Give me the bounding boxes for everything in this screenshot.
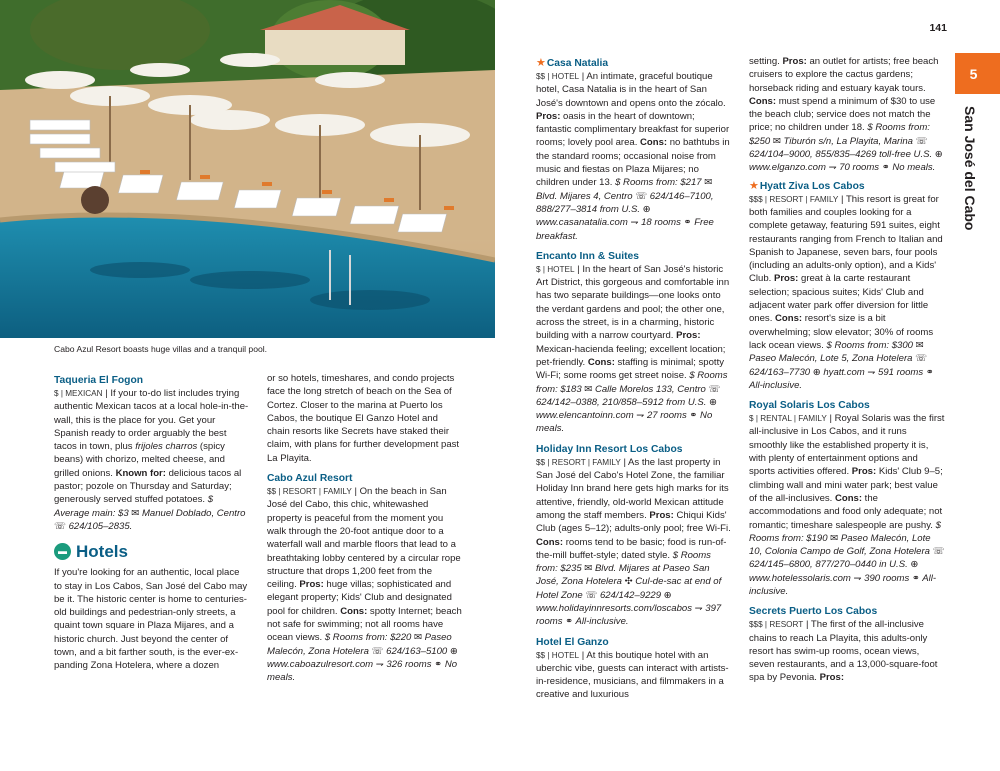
star-icon: ★ (536, 57, 546, 69)
listing-body: $$$ | RESORT | The first of the all-inclusive chains to reach La Playita, this adults-only resort has swim-up rooms, ocean views, seven restaurants, and a 13,000-square-foot spa by Pevonia. Pros: (749, 619, 938, 684)
column-3 (536, 55, 732, 702)
listing-body: $ | MEXICAN | If your to-do list includes trying authentic Mexican tacos at a local hole-in-the-wall, this is the place for you. Get your Spanish ready to order arguably the best tacos in town, plus frijoles charros (spicy beans) with chorizo, melted cheese, and grilled onions. Known for: delicious tacos al pastor; pozole on Thursday and Saturday; generously served stuffed potatoes. $ Average main: $3 ✉ Manuel Doblado, Centro ☏ 624/105–2835. (54, 388, 249, 532)
hotels-section-heading (54, 543, 250, 560)
column-2 (267, 372, 463, 685)
listing-body: $$$ | RESORT | FAMILY | This resort is great for both families and couples looking for a complete getaway, featuring 591 suites, eight restaurants ranging from French to Italian and Spanish to Japanese, seven bars, four pools (including an adults-only option), and a Kids' Club. Pros: great à la carte restaurant selection; spacious suites; Kids' Club and adjacent water park offer diversion for little ones. Cons: resort's size is a bit overwhelming; slow elevator; 30% of rooms lack ocean views. $ Rooms from: $300 ✉ Paseo Malecón, Lote 5, Zona Hotelera ☏ 624/163–7730 ⊕ hyatt.com ⇁ 591 rooms ⚭ All-inclusive. (749, 193, 943, 391)
column-4 (749, 55, 946, 685)
listing-title: Holiday Inn Resort Los Cabos (536, 443, 683, 455)
listing-title: Royal Solaris Los Cabos (749, 400, 870, 412)
star-icon: ★ (749, 179, 759, 192)
listing-body: $ | HOTEL | In the heart of San José's historic Art District, this gorgeous and comfortable inn has two separate buildings—one looks onto the verdant gardens and pool; the other one, across the street, is in a charming, historic building with a narrow courtyard. Pros: Mexican-hacienda feeling; excellent location; pet-friendly. Cons: staffing is minimal; spotty Wi-Fi; some rooms get street noise. $ Rooms from: $183 ✉ Calle Morelos 133, Centro ☏ 624/142–0388, 210/858–5912 from U.S. ⊕ www.elencantoinn.com ⇁ 27 rooms ⚭ No meals. (536, 263, 730, 435)
listing-title: ★Casa Natalia (536, 57, 609, 69)
listing-title: Cabo Azul Resort (267, 473, 353, 485)
chapter-number: 5 (969, 65, 978, 82)
column-1 (54, 372, 250, 673)
hotels-intro-continued: or so hotels, timeshares, and condo projects face the long stretch of beach on the Sea of Cortez. Closer to the marina at Puerto los Cabos, the boutique El Ganzo Hotel and chain resorts like Secrets have staked their claim, with plans for further development past La Playita. (267, 373, 460, 464)
listing-body: $$ | HOTEL | At this boutique hotel with an uberchic vibe, guests can interact with artists-in-residence, musicians, and filmmakers in a creative and luxurious (536, 649, 729, 701)
listing-body: $$ | RESORT | FAMILY | On the beach in San José del Cabo, this chic, whitewashed property is peaceful from the moment you walk through the 20-foot antique door to a waterfall wall and marble floors that lead to a breathtaking lobby centered by a circular rope structure that drops 1,200 feet from the ceiling. Pros: huge villas; sophisticated and elegant property; Kids' Club and designated pool for children. Cons: spotty Internet; beach not safe for swimming; not all rooms have ocean views. $ Rooms from: $220 ✉ Paseo Malecón, Zona Hotelera ☏ 624/163–5100 ⊕ www.caboazulresort.com ⇁ 326 rooms ⚭ No meals. (267, 486, 462, 684)
chapter-tab (955, 53, 1000, 94)
listing-body: $$ | RESORT | FAMILY | As the last property in San José del Cabo's Hotel Zone, the familiar Holiday Inn brand here gets high marks for its attentive, friendly, old-world Mexican attitude among the staff members. Pros: Chiqui Kids' Club (ages 5–12); adults-only pool; free Wi-Fi. Cons: rooms tend to be basic; food is run-of-the-mill buffet-style; dated style. $ Rooms from: $235 ✉ Blvd. Mijares at Paseo San José, Zona Hotelera ✣ Cul-de-sac at end of Hotel Zone ☏ 624/142–9229 ⊕ www.holidayinnresorts.com/loscabos ⇁ 397 rooms ⚭ All-inclusive. (536, 456, 731, 628)
listing-title: ★Hyatt Ziva Los Cabos (749, 179, 865, 192)
pool-photo (0, 0, 495, 338)
listing-body: $$ | HOTEL | An intimate, graceful boutique hotel, Casa Natalia is in the heart of San José's downtown and opens onto the zócalo. Pros: oasis in the heart of downtown; fantastic complimentary breakfast for superior rooms; lovely pool area. Cons: no bathtubs in the standard rooms; occasional noise from music and fiestas on Plaza Mijares; no children under 13. $ Rooms from: $217 ✉ Blvd. Mijares 4, Centro ☏ 624/146–7100, 888/277–3814 from U.S. ⊕ www.casanatalia.com ⇁ 18 rooms ⚭ Free breakfast. (536, 71, 730, 242)
listing-title: Taqueria El Fogon (54, 375, 144, 386)
hotels-intro: If you're looking for an authentic, local place to stay in Los Cabos, San José del Cabo may be it. The historic center is home to centuries-old buildings and pedestrian-only streets, a quaint town square in Plaza Mijares, and a historic church. Just beyond the center of town, and a bit farther south, is the ever-ex-panding Zona Hotelera, where a dozen (54, 567, 248, 672)
listing-title: Secrets Puerto Los Cabos (749, 606, 878, 618)
bed-icon: ▬ (54, 543, 71, 560)
photo-caption: Cabo Azul Resort boasts huge villas and a tranquil pool. (54, 344, 268, 354)
listing-body: $ | RENTAL | FAMILY | Royal Solaris was the first all-inclusive in Los Cabos, and it runs smoothly like the established property it is, with plenty of entertainment options and sports activities offered. Pros: Kids' Club 9–5; climbing wall and mini water park; best value of the all-inclusives. Cons: the accommodations and food only adequate; not romantic; timeshare salespeople are pushy. $ Rooms from: $190 ✉ Paseo Malecón, Lote 10, Colonia Campo de Golf, Zona Hotelera ☏ 624/145–6800, 877/270–0440 in U.S. ⊕ www.hotelessolaris.com ⇁ 390 rooms ⚭ All-inclusive. (749, 413, 945, 597)
listing-title: Encanto Inn & Suites (536, 250, 639, 262)
page-number: 141 (929, 22, 947, 34)
section-title: Hotels (76, 542, 128, 562)
listing-title: Hotel El Ganzo (536, 636, 609, 648)
chapter-title: San José del Cabo (962, 106, 978, 231)
listing-body: setting. Pros: an outlet for artists; free beach cruisers to explore the cactus gardens; horseback riding and estuary kayak tours. Cons: must spend a minimum of $30 to use the beach club; service does not match the price; no children under 18. $ Rooms from: $250 ✉ Tiburón s/n, La Playita, Marina ☏ 624/104–9000, 855/835–4269 toll-free U.S. ⊕ www.elganzo.com ⇁ 70 rooms ⚭ No meals. (749, 56, 943, 174)
